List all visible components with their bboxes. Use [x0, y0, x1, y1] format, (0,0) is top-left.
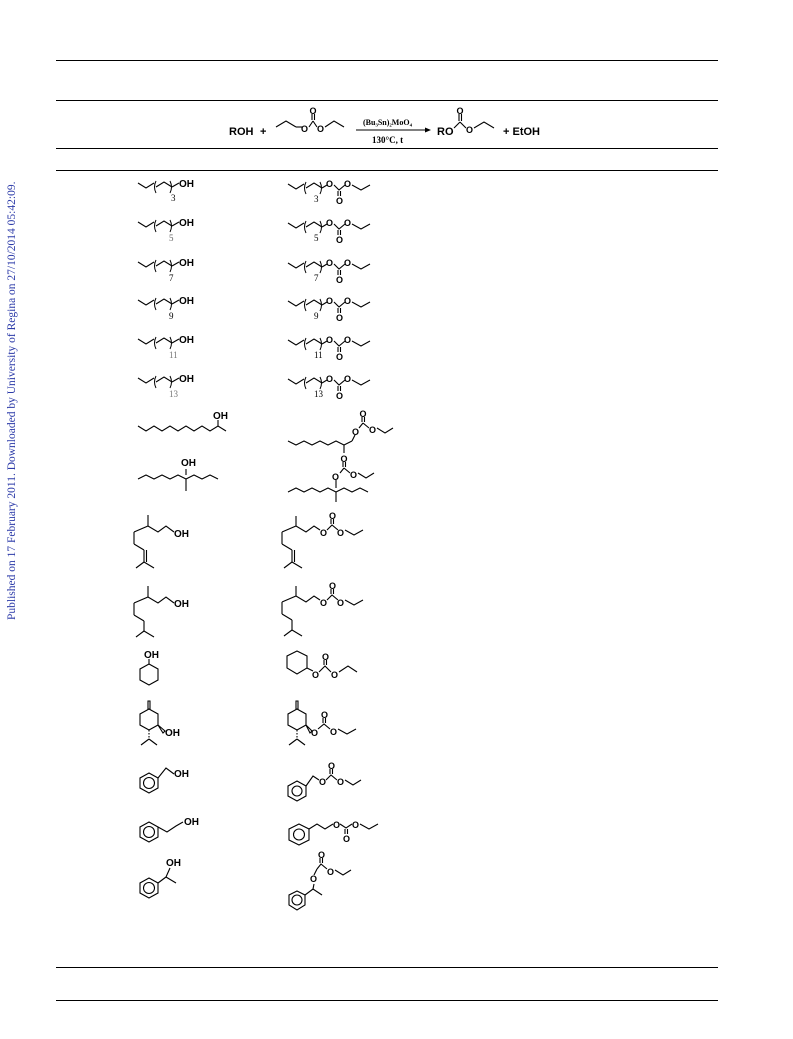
- footer-rule: [56, 1000, 718, 1001]
- reactant-label: ROH: [229, 126, 254, 138]
- ester-oxygen: O: [311, 728, 319, 738]
- carbonyl-oxygen: O: [336, 313, 344, 323]
- plus-sign: +: [260, 126, 267, 138]
- ester-oxygen: O: [312, 670, 320, 680]
- ester-oxygen: O: [326, 335, 334, 345]
- carbonyl-oxygen: O: [343, 834, 351, 844]
- product-o3: O: [466, 125, 474, 135]
- alcohol-structure-tertiary: [135, 455, 235, 500]
- ester-oxygen: O: [326, 218, 334, 228]
- carbonyl-oxygen: O: [328, 761, 336, 771]
- carbonate-structure-menthyl: [283, 697, 373, 757]
- ester-oxygen: O: [320, 528, 328, 538]
- chain-subscript: 11: [169, 350, 178, 360]
- hydroxyl-label: OH: [179, 374, 194, 385]
- ester-oxygen: O: [344, 335, 352, 345]
- hydroxyl-label: OH: [174, 599, 189, 610]
- alcohol-structure-2-decanol: [135, 408, 235, 443]
- ester-oxygen: O: [320, 598, 328, 608]
- table-bottom-rule: [56, 967, 718, 968]
- carbonate-structure-benzyl: [283, 763, 373, 808]
- hydroxyl-label: OH: [165, 728, 180, 739]
- product-ro-label: RO: [437, 126, 454, 138]
- chain-subscript: 3: [314, 194, 319, 204]
- carbonyl-oxygen: O: [336, 275, 344, 285]
- ester-oxygen: O: [344, 296, 352, 306]
- carbonate-structure-5: [285, 332, 385, 364]
- product-o2: O: [456, 106, 464, 116]
- alcohol-structure-dihydrocitronellol: [130, 583, 210, 643]
- carbonyl-oxygen: O: [336, 352, 344, 362]
- alcohol-structure-1: [135, 175, 205, 205]
- alcohol-structure-citronellol: [130, 512, 210, 572]
- ester-oxygen: O: [333, 820, 341, 830]
- etoh-label: + EtOH: [503, 126, 540, 138]
- alcohol-structure-1-phenylethanol: [133, 855, 203, 905]
- ester-oxygen: O: [337, 528, 345, 538]
- reaction-scheme: [0, 105, 793, 165]
- catalyst-label: (Bu₃Sn)₂MoO₄: [363, 118, 412, 127]
- chain-subscript: 11: [314, 350, 323, 360]
- hydroxyl-label: OH: [181, 458, 196, 469]
- hydroxyl-label: OH: [166, 858, 181, 869]
- ester-oxygen: O: [326, 179, 334, 189]
- carbonate-structure-tertiary: [285, 454, 395, 508]
- alcohol-structure-4: [135, 292, 205, 322]
- chain-subscript: 5: [314, 233, 319, 243]
- ester-oxygen: O: [327, 867, 335, 877]
- ester-oxygen: O: [326, 296, 334, 306]
- carbonyl-oxygen: O: [329, 581, 337, 591]
- carbonyl-oxygen: O: [321, 710, 329, 720]
- ester-oxygen: O: [352, 427, 360, 437]
- scheme-top-rule: [56, 100, 718, 101]
- chain-subscript: 13: [169, 389, 178, 399]
- conditions-label: 130°C, t: [372, 135, 404, 145]
- alcohol-structure-phenylethanol: [133, 812, 213, 852]
- carbonate-structure-cyclohexyl: [283, 648, 373, 693]
- carbonate-structure-1-phenylethyl: [283, 850, 383, 915]
- ester-oxygen: O: [330, 727, 338, 737]
- carbonate-structure-dihydrocitronellyl: [278, 580, 378, 650]
- ester-oxygen: O: [332, 472, 340, 482]
- carbonyl-oxygen: O: [340, 454, 348, 464]
- alcohol-structure-cyclohexanol: [133, 648, 183, 698]
- ester-oxygen: O: [331, 670, 339, 680]
- chain-subscript: 3: [171, 193, 176, 203]
- publication-note: Published on 17 February 2011. Downloaded by University of Regina on 27/10/2014 05:42:09.: [6, 181, 18, 620]
- chain-subscript: 9: [169, 311, 174, 321]
- alcohol-structure-menthol: [133, 697, 193, 752]
- carbonyl-oxygen: O: [336, 196, 344, 206]
- chain-subscript: 5: [169, 233, 174, 243]
- chain-subscript: 9: [314, 311, 319, 321]
- carbonate-structure-2: [285, 215, 385, 247]
- ester-oxygen: O: [369, 425, 377, 435]
- hydroxyl-label: OH: [213, 411, 228, 422]
- carbonyl-oxygen: O: [322, 652, 330, 662]
- alcohol-structure-3: [135, 254, 205, 284]
- ester-oxygen: O: [326, 374, 334, 384]
- carbonate-structure-6: [285, 371, 385, 403]
- ester-oxygen: O: [310, 874, 318, 884]
- carbonyl-oxygen: O: [329, 511, 337, 521]
- ester-oxygen: O: [337, 598, 345, 608]
- hydroxyl-label: OH: [179, 258, 194, 269]
- chain-subscript: 13: [314, 389, 323, 399]
- ester-oxygen: O: [344, 218, 352, 228]
- hydroxyl-label: OH: [144, 650, 159, 661]
- hydroxyl-label: OH: [179, 335, 194, 346]
- ester-oxygen: O: [344, 179, 352, 189]
- carbonate-structure-phenylethyl: [283, 812, 393, 857]
- chain-subscript: 7: [169, 273, 174, 283]
- ester-oxygen: O: [344, 258, 352, 268]
- carbonate-o3: O: [317, 124, 325, 134]
- carbonate-o1: O: [301, 124, 309, 134]
- alcohol-structure-2: [135, 214, 205, 244]
- ester-oxygen: O: [350, 470, 358, 480]
- carbonate-o2: O: [309, 106, 317, 116]
- header-bottom-rule: [56, 170, 718, 171]
- ester-oxygen: O: [326, 258, 334, 268]
- hydroxyl-label: OH: [179, 179, 194, 190]
- hydroxyl-label: OH: [174, 769, 189, 780]
- carbonyl-oxygen: O: [359, 409, 367, 419]
- alcohol-structure-benzyl-alcohol: [133, 763, 203, 803]
- carbonate-structure-1: [285, 176, 385, 208]
- ester-oxygen: O: [319, 777, 327, 787]
- chain-subscript: 7: [314, 273, 319, 283]
- carbonate-structure-citronellyl: [278, 508, 378, 578]
- ester-oxygen: O: [344, 374, 352, 384]
- table-top-rule: [56, 60, 718, 61]
- carbonyl-oxygen: O: [318, 850, 326, 860]
- carbonate-structure-3: [285, 255, 385, 287]
- product-carbonate-structure: [437, 106, 494, 138]
- carbonyl-oxygen: O: [336, 391, 344, 401]
- carbonate-structure-4: [285, 293, 385, 325]
- hydroxyl-label: OH: [179, 296, 194, 307]
- alcohol-structure-6: [135, 370, 205, 400]
- ester-oxygen: O: [337, 777, 345, 787]
- diethyl-carbonate-structure: [276, 106, 344, 134]
- hydroxyl-label: OH: [174, 529, 189, 540]
- ester-oxygen: O: [352, 820, 360, 830]
- carbonyl-oxygen: O: [336, 235, 344, 245]
- hydroxyl-label: OH: [184, 817, 199, 828]
- alcohol-structure-5: [135, 331, 205, 361]
- hydroxyl-label: OH: [179, 218, 194, 229]
